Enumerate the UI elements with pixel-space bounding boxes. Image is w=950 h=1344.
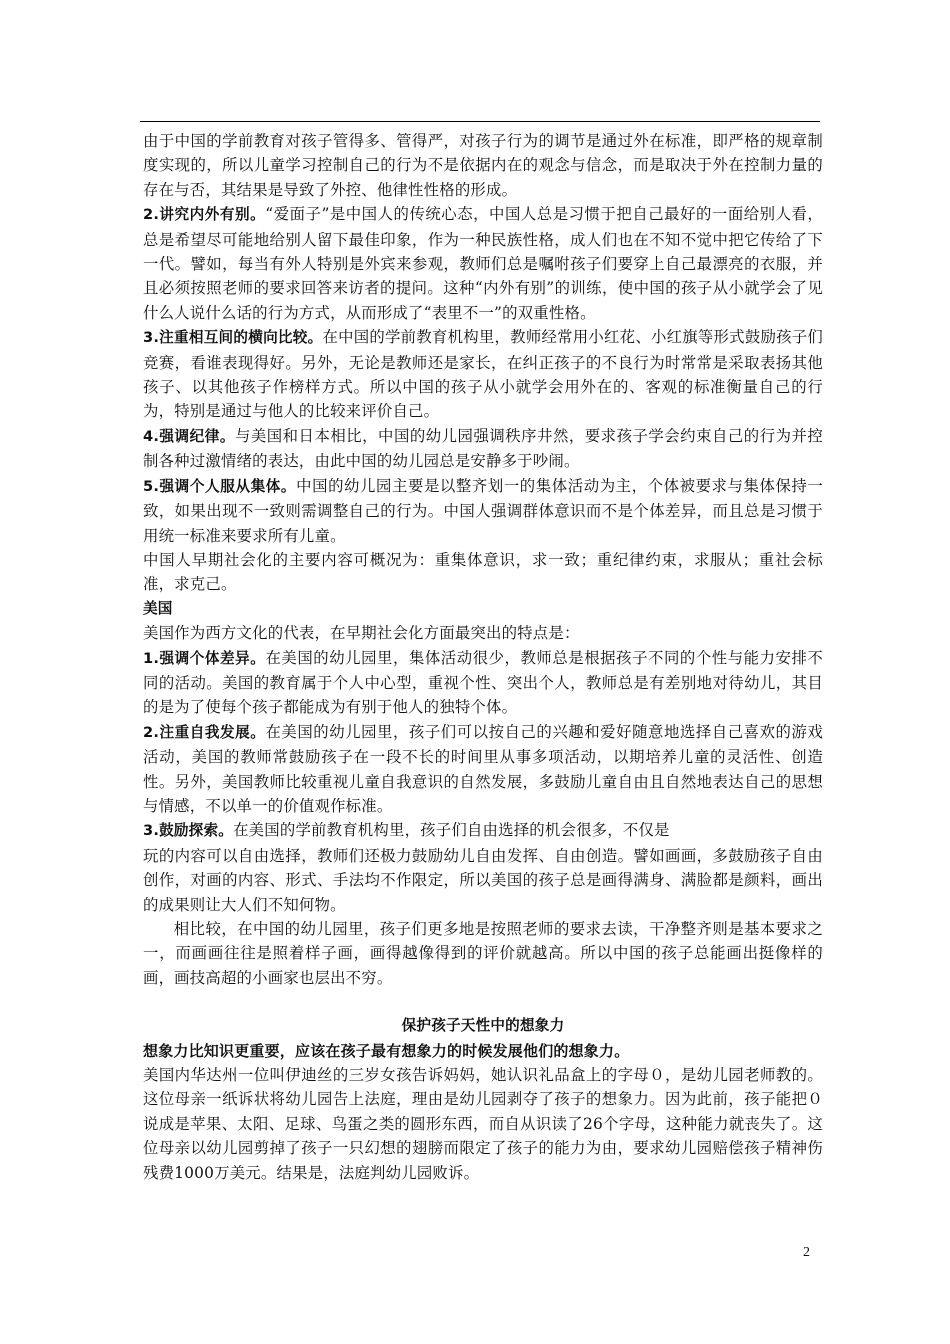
paragraph-heading: 4.强调纪律。 bbox=[143, 427, 235, 445]
paragraph-body: 在美国的幼儿园里，孩子们可以按自己的兴趣和爱好随意地选择自己喜欢的游戏活动，美国的教师常鼓励孩子在一段不长的时间里从事多项活动，以期培养儿童的灵活性、创造性。另外，美国教师比较重视儿童自我意识的自然发展，多鼓励儿童自由且自然地表达自己的思想与情感，不以单一的价值观作标准。 bbox=[143, 722, 823, 815]
paragraph-body: 在美国的学前教育机构里，孩子们自由选择的机会很多，不仅是 bbox=[233, 821, 670, 840]
paragraph-body: 在中国的学前教育机构里，教师经常用小红花、小红旗等形式鼓励孩子们竞赛，看谁表现得好。另外，无论是教师还是家长，在纠正孩子的不良行为时常常是采取表扬其他孩子、以其他孩子作榜样方式。所以中国的孩子从小就学会用外在的、客观的标准衡量自己的行为，特别是通过与他人的比较来评价自己。 bbox=[143, 328, 823, 421]
paragraph bbox=[143, 325, 823, 424]
paragraph-body: 在美国的幼儿园里，集体活动很少，教师总是根据孩子不同的个性与能力安排不同的活动。美国的教育属于个人中心型，重视个性、突出个人，教师总是有差别地对待幼儿，其目的是为了使每个孩子都能成为有别于他人的独特个体。 bbox=[143, 648, 823, 717]
page-number: 2 bbox=[803, 1245, 810, 1260]
paragraph-heading: 5.强调个人服从集体。 bbox=[143, 477, 297, 495]
paragraph-heading: 3.鼓励探索。 bbox=[143, 822, 234, 840]
paragraph-heading: 2.注重自我发展。 bbox=[143, 723, 266, 741]
paragraph bbox=[143, 720, 823, 819]
article-title: 保护孩子天性中的想象力 bbox=[401, 1017, 565, 1035]
paragraph bbox=[143, 424, 823, 474]
paragraph-body: “爱面子”是中国人的传统心态，中国人总是习惯于把自己最好的一面给别人看，总是希望尽可能地给别人留下最佳印象，作为一种民族性格，成人们也在不知不觉中把它传给了下一代。譬如，每当有外人特别是外宾来参观，教师们总是嘱咐孩子们要穿上自己最漂亮的衣服，并且必须按照老师的要求回答来访者的提问。这种“内外有别”的训练，使中国的孩子从小就学会了见什么人说什么话的行为方式，从而形成了“表里不一”的双重性格。 bbox=[143, 205, 824, 322]
paragraph: 中国人早期社会化的主要内容可概况为：重集体意识，求一致；重纪律约束，求服从；重社会标准，求克己。 bbox=[143, 550, 823, 594]
paragraph: 相比较，在中国的幼儿园里，孩子们更多地是按照老师的要求去读，干净整齐则是基本要求之一，而画画往往是照着样子画，画得越像得到的评价就越高。所以中国的孩子总能画出挺像样的画，画技高超的小画家也层出不穷。 bbox=[143, 920, 823, 987]
paragraph: 美国内华达州一位叫伊迪丝的三岁女孩告诉妈妈，她认识礼品盒上的字母０，是幼儿园老师教的。这位母亲一纸诉状将幼儿园告上法庭，理由是幼儿园剥夺了孩子的想象力。因为此前，孩子能把０说成是苹果、太阳、足球、鸟蛋之类的圆形东西，而自从识读了26个字母，这种能力就丧失了。这位母亲以幼儿园剪掉了孩子一只幻想的翅膀而限定了孩子的能力为由，要求幼儿园赔偿孩子精神伤残费1000万美元。结果是，法庭判幼儿园败诉。 bbox=[143, 1066, 823, 1182]
paragraph bbox=[143, 818, 823, 843]
page-content bbox=[143, 129, 823, 1185]
header-rule bbox=[140, 121, 820, 122]
paragraph-heading: 1.强调个体差异。 bbox=[143, 649, 266, 667]
paragraph-body: 中国的幼儿园主要是以整齐划一的集体活动为主，个体被要求与集体保持一致，如果出现不一致则需调整自己的行为。中国人强调群体意识而不是个体差异，而且总是习惯于用统一标准来要求所有儿童。 bbox=[143, 476, 823, 545]
spacer bbox=[143, 990, 823, 1014]
paragraph bbox=[143, 646, 823, 720]
paragraph bbox=[143, 202, 823, 325]
paragraph: 美国作为西方文化的代表，在早期社会化方面最突出的特点是： bbox=[143, 624, 580, 643]
paragraph-heading: 2.讲究内外有别。 bbox=[143, 206, 266, 224]
paragraph: 由于中国的学前教育对孩子管得多、管得严，对孩子行为的调节是通过外在标准，即严格的规章制度实现的，所以儿童学习控制自己的行为不是依据内在的观念与信念，而是取决于外在控制力量的存在与否，其结果是导致了外控、他律性性格的形成。 bbox=[143, 132, 823, 199]
article-subtitle: 想象力比知识更重要，应该在孩子最有想象力的时候发展他们的想象力。 bbox=[143, 1041, 630, 1060]
paragraph bbox=[143, 474, 823, 548]
paragraph-body: 与美国和日本相比，中国的幼儿园强调秩序井然，要求孩子学会约束自己的行为并控制各种过激情绪的表达，由此中国的幼儿园总是安静多于吵闹。 bbox=[143, 426, 823, 471]
paragraph-heading: 3.注重相互间的横向比较。 bbox=[143, 329, 323, 347]
section-heading-usa: 美国 bbox=[143, 599, 173, 617]
paragraph: 玩的内容可以自由选择，教师们还极力鼓励幼儿自由发挥、自由创造。譬如画画，多鼓励孩子自由创作，对画的内容、形式、手法均不作限定，所以美国的孩子总是画得满身、满脸都是颜料，画出的成果则让大人们不知何物。 bbox=[143, 846, 823, 914]
